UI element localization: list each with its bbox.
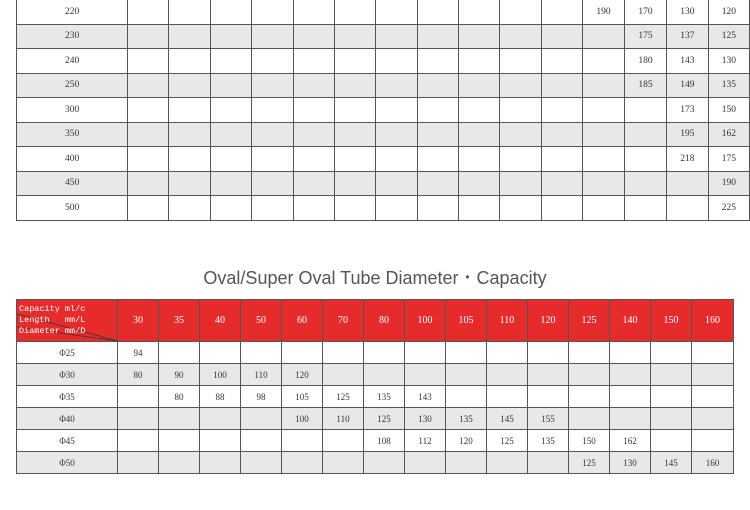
value-cell: 145 <box>651 452 692 474</box>
value-cell <box>569 364 610 386</box>
value-cell: 125 <box>323 386 364 408</box>
value-cell: 120 <box>282 364 323 386</box>
value-cell <box>282 452 323 474</box>
value-cell <box>159 430 200 452</box>
value-cell <box>459 171 500 196</box>
value-cell <box>610 342 651 364</box>
value-cell <box>252 122 293 147</box>
value-cell: 130 <box>405 408 446 430</box>
top-capacity-table <box>16 0 750 221</box>
capacity-header-cell: 80 <box>364 300 405 342</box>
value-cell <box>293 49 334 74</box>
value-cell <box>651 364 692 386</box>
value-cell: 170 <box>625 0 667 24</box>
value-cell <box>169 196 210 221</box>
capacity-header-cell: 40 <box>200 300 241 342</box>
value-cell <box>169 0 210 24</box>
value-cell <box>417 171 458 196</box>
value-cell <box>569 342 610 364</box>
value-cell <box>528 452 569 474</box>
capacity-header-cell: 30 <box>118 300 159 342</box>
value-cell <box>169 147 210 172</box>
value-cell <box>569 408 610 430</box>
value-cell <box>541 171 582 196</box>
value-cell <box>500 49 541 74</box>
capacity-header-cell: 125 <box>569 300 610 342</box>
capacity-header-cell: 160 <box>692 300 734 342</box>
value-cell: 90 <box>159 364 200 386</box>
value-cell <box>364 342 405 364</box>
row-label-cell: 250 <box>17 73 128 98</box>
value-cell <box>334 24 375 49</box>
value-cell <box>376 147 417 172</box>
value-cell <box>252 49 293 74</box>
value-cell <box>252 0 293 24</box>
value-cell: 110 <box>241 364 282 386</box>
value-cell <box>376 171 417 196</box>
value-cell <box>293 147 334 172</box>
capacity-header-cell: 60 <box>282 300 323 342</box>
value-cell <box>446 342 487 364</box>
value-cell <box>252 147 293 172</box>
value-cell <box>210 196 251 221</box>
value-cell: 125 <box>708 24 749 49</box>
value-cell <box>128 196 169 221</box>
value-cell <box>334 171 375 196</box>
value-cell <box>128 122 169 147</box>
row-label-cell: 450 <box>17 171 128 196</box>
value-cell: 150 <box>708 98 749 123</box>
value-cell: 143 <box>405 386 446 408</box>
value-cell: 125 <box>569 452 610 474</box>
value-cell <box>128 98 169 123</box>
value-cell <box>210 171 251 196</box>
value-cell: 195 <box>666 122 708 147</box>
value-cell <box>210 73 251 98</box>
value-cell <box>417 0 458 24</box>
value-cell <box>625 147 667 172</box>
value-cell <box>500 196 541 221</box>
capacity-header-cell: 50 <box>241 300 282 342</box>
value-cell: 80 <box>118 364 159 386</box>
table-row <box>17 147 750 172</box>
value-cell <box>651 342 692 364</box>
value-cell <box>692 364 734 386</box>
table-row <box>17 24 750 49</box>
value-cell <box>241 342 282 364</box>
value-cell <box>569 386 610 408</box>
value-cell: 218 <box>666 147 708 172</box>
value-cell <box>323 430 364 452</box>
value-cell <box>252 73 293 98</box>
value-cell <box>541 196 582 221</box>
value-cell: 120 <box>708 0 749 24</box>
value-cell <box>583 147 625 172</box>
value-cell <box>159 342 200 364</box>
capacity-header-cell: 140 <box>610 300 651 342</box>
row-label-cell: 220 <box>17 0 128 24</box>
value-cell <box>282 342 323 364</box>
value-cell <box>376 24 417 49</box>
value-cell <box>334 98 375 123</box>
value-cell: 80 <box>159 386 200 408</box>
value-cell <box>118 386 159 408</box>
value-cell <box>417 98 458 123</box>
diameter-label-cell: Φ45 <box>17 430 118 452</box>
value-cell <box>666 171 708 196</box>
value-cell: 94 <box>118 342 159 364</box>
value-cell <box>459 24 500 49</box>
table-row <box>17 98 750 123</box>
diameter-label-cell: Φ30 <box>17 364 118 386</box>
value-cell <box>692 408 734 430</box>
value-cell <box>241 430 282 452</box>
value-cell <box>169 49 210 74</box>
corner-label: Diameter mm/D <box>19 326 86 336</box>
value-cell <box>541 122 582 147</box>
value-cell <box>459 98 500 123</box>
value-cell <box>293 24 334 49</box>
value-cell <box>169 122 210 147</box>
value-cell: 173 <box>666 98 708 123</box>
value-cell <box>128 171 169 196</box>
value-cell <box>500 73 541 98</box>
value-cell <box>159 408 200 430</box>
value-cell: 100 <box>200 364 241 386</box>
value-cell <box>417 147 458 172</box>
value-cell: 155 <box>528 408 569 430</box>
value-cell <box>334 122 375 147</box>
value-cell: 130 <box>666 0 708 24</box>
value-cell <box>610 364 651 386</box>
value-cell: 137 <box>666 24 708 49</box>
value-cell <box>323 364 364 386</box>
value-cell <box>459 147 500 172</box>
value-cell <box>528 364 569 386</box>
value-cell <box>118 408 159 430</box>
value-cell <box>200 452 241 474</box>
value-cell <box>625 171 667 196</box>
capacity-header-cell: 35 <box>159 300 200 342</box>
table-row <box>17 73 750 98</box>
row-label-cell: 350 <box>17 122 128 147</box>
capacity-header-cell: 70 <box>323 300 364 342</box>
value-cell <box>293 98 334 123</box>
value-cell <box>334 0 375 24</box>
table-row <box>17 342 734 364</box>
value-cell <box>500 171 541 196</box>
value-cell <box>376 0 417 24</box>
value-cell <box>334 147 375 172</box>
value-cell <box>583 196 625 221</box>
value-cell: 160 <box>692 452 734 474</box>
value-cell <box>610 386 651 408</box>
value-cell <box>252 98 293 123</box>
value-cell <box>459 49 500 74</box>
value-cell <box>500 24 541 49</box>
value-cell <box>210 49 251 74</box>
value-cell <box>323 342 364 364</box>
value-cell <box>541 147 582 172</box>
value-cell: 100 <box>282 408 323 430</box>
oval-tube-capacity-table <box>16 299 734 474</box>
value-cell <box>169 98 210 123</box>
value-cell <box>293 0 334 24</box>
value-cell <box>583 122 625 147</box>
value-cell <box>252 171 293 196</box>
value-cell: 145 <box>487 408 528 430</box>
value-cell <box>334 49 375 74</box>
value-cell <box>528 342 569 364</box>
value-cell <box>169 73 210 98</box>
value-cell <box>459 0 500 24</box>
row-label-cell: 230 <box>17 24 128 49</box>
capacity-header-cell: 100 <box>405 300 446 342</box>
table-row <box>17 408 734 430</box>
value-cell: 175 <box>625 24 667 49</box>
section-title: Oval/Super Oval Tube Diameter・Capacity <box>203 268 547 288</box>
value-cell <box>487 386 528 408</box>
value-cell <box>625 196 667 221</box>
value-cell <box>128 73 169 98</box>
value-cell <box>252 24 293 49</box>
value-cell <box>459 196 500 221</box>
value-cell <box>583 24 625 49</box>
value-cell: 108 <box>364 430 405 452</box>
value-cell <box>200 342 241 364</box>
value-cell: 185 <box>625 73 667 98</box>
value-cell <box>541 24 582 49</box>
value-cell: 130 <box>610 452 651 474</box>
value-cell <box>692 342 734 364</box>
value-cell <box>528 386 569 408</box>
value-cell <box>541 49 582 74</box>
value-cell <box>323 452 364 474</box>
value-cell <box>417 24 458 49</box>
table-row <box>17 196 750 221</box>
table-row <box>17 386 734 408</box>
value-cell <box>376 196 417 221</box>
value-cell <box>446 364 487 386</box>
value-cell <box>118 430 159 452</box>
value-cell <box>128 24 169 49</box>
value-cell <box>364 364 405 386</box>
capacity-header-cell: 110 <box>487 300 528 342</box>
diameter-label-cell: Φ25 <box>17 342 118 364</box>
value-cell <box>692 430 734 452</box>
value-cell <box>446 452 487 474</box>
value-cell <box>210 98 251 123</box>
value-cell <box>625 122 667 147</box>
capacity-header-cell: 150 <box>651 300 692 342</box>
value-cell: 105 <box>282 386 323 408</box>
value-cell <box>541 73 582 98</box>
corner-label: Length mm/L <box>19 315 86 325</box>
value-cell <box>459 73 500 98</box>
value-cell <box>487 364 528 386</box>
value-cell <box>666 196 708 221</box>
value-cell <box>583 171 625 196</box>
value-cell <box>583 49 625 74</box>
value-cell: 162 <box>708 122 749 147</box>
value-cell: 112 <box>405 430 446 452</box>
value-cell: 135 <box>528 430 569 452</box>
row-label-cell: 240 <box>17 49 128 74</box>
value-cell <box>651 430 692 452</box>
value-cell: 135 <box>364 386 405 408</box>
value-cell <box>487 452 528 474</box>
value-cell: 130 <box>708 49 749 74</box>
value-cell: 88 <box>200 386 241 408</box>
value-cell <box>487 342 528 364</box>
value-cell <box>500 122 541 147</box>
value-cell <box>651 408 692 430</box>
table-row <box>17 122 750 147</box>
value-cell <box>210 122 251 147</box>
value-cell <box>364 452 405 474</box>
value-cell <box>241 452 282 474</box>
value-cell <box>541 98 582 123</box>
value-cell <box>128 49 169 74</box>
value-cell <box>200 408 241 430</box>
value-cell: 98 <box>241 386 282 408</box>
value-cell: 162 <box>610 430 651 452</box>
value-cell <box>459 122 500 147</box>
value-cell <box>500 98 541 123</box>
value-cell <box>500 147 541 172</box>
value-cell <box>293 73 334 98</box>
value-cell <box>241 408 282 430</box>
diameter-label-cell: Φ35 <box>17 386 118 408</box>
value-cell: 180 <box>625 49 667 74</box>
value-cell <box>446 386 487 408</box>
value-cell <box>210 24 251 49</box>
capacity-header-cell: 105 <box>446 300 487 342</box>
value-cell <box>282 430 323 452</box>
value-cell <box>610 408 651 430</box>
corner-header-cell <box>17 300 118 342</box>
value-cell: 190 <box>708 171 749 196</box>
value-cell: 225 <box>708 196 749 221</box>
value-cell <box>334 73 375 98</box>
value-cell <box>625 98 667 123</box>
table-row <box>17 0 750 24</box>
row-label-cell: 500 <box>17 196 128 221</box>
table-row <box>17 171 750 196</box>
value-cell <box>500 0 541 24</box>
value-cell <box>583 98 625 123</box>
value-cell <box>376 73 417 98</box>
value-cell <box>210 0 251 24</box>
table-row <box>17 430 734 452</box>
value-cell: 149 <box>666 73 708 98</box>
value-cell <box>376 122 417 147</box>
value-cell <box>583 73 625 98</box>
value-cell <box>541 0 582 24</box>
value-cell <box>651 386 692 408</box>
value-cell <box>293 171 334 196</box>
value-cell <box>159 452 200 474</box>
value-cell <box>293 122 334 147</box>
value-cell <box>417 122 458 147</box>
header-row <box>17 300 734 342</box>
value-cell: 150 <box>569 430 610 452</box>
value-cell <box>210 147 251 172</box>
value-cell: 135 <box>708 73 749 98</box>
capacity-header-cell: 120 <box>528 300 569 342</box>
value-cell: 175 <box>708 147 749 172</box>
value-cell <box>692 386 734 408</box>
value-cell <box>405 452 446 474</box>
diameter-label-cell: Φ40 <box>17 408 118 430</box>
value-cell <box>405 364 446 386</box>
row-label-cell: 400 <box>17 147 128 172</box>
value-cell: 120 <box>446 430 487 452</box>
table-row <box>17 49 750 74</box>
table-row <box>17 364 734 386</box>
value-cell <box>169 171 210 196</box>
value-cell: 125 <box>487 430 528 452</box>
value-cell: 135 <box>446 408 487 430</box>
value-cell: 190 <box>583 0 625 24</box>
value-cell <box>128 147 169 172</box>
value-cell <box>252 196 293 221</box>
value-cell: 143 <box>666 49 708 74</box>
value-cell <box>128 0 169 24</box>
value-cell <box>417 196 458 221</box>
value-cell <box>169 24 210 49</box>
value-cell: 110 <box>323 408 364 430</box>
value-cell <box>334 196 375 221</box>
value-cell <box>376 98 417 123</box>
diameter-label-cell: Φ50 <box>17 452 118 474</box>
table-row <box>17 452 734 474</box>
value-cell <box>200 430 241 452</box>
value-cell <box>376 49 417 74</box>
value-cell <box>417 49 458 74</box>
value-cell <box>405 342 446 364</box>
value-cell <box>417 73 458 98</box>
row-label-cell: 300 <box>17 98 128 123</box>
value-cell: 125 <box>364 408 405 430</box>
value-cell <box>293 196 334 221</box>
value-cell <box>118 452 159 474</box>
corner-label: Capacity ml/c <box>19 304 86 314</box>
